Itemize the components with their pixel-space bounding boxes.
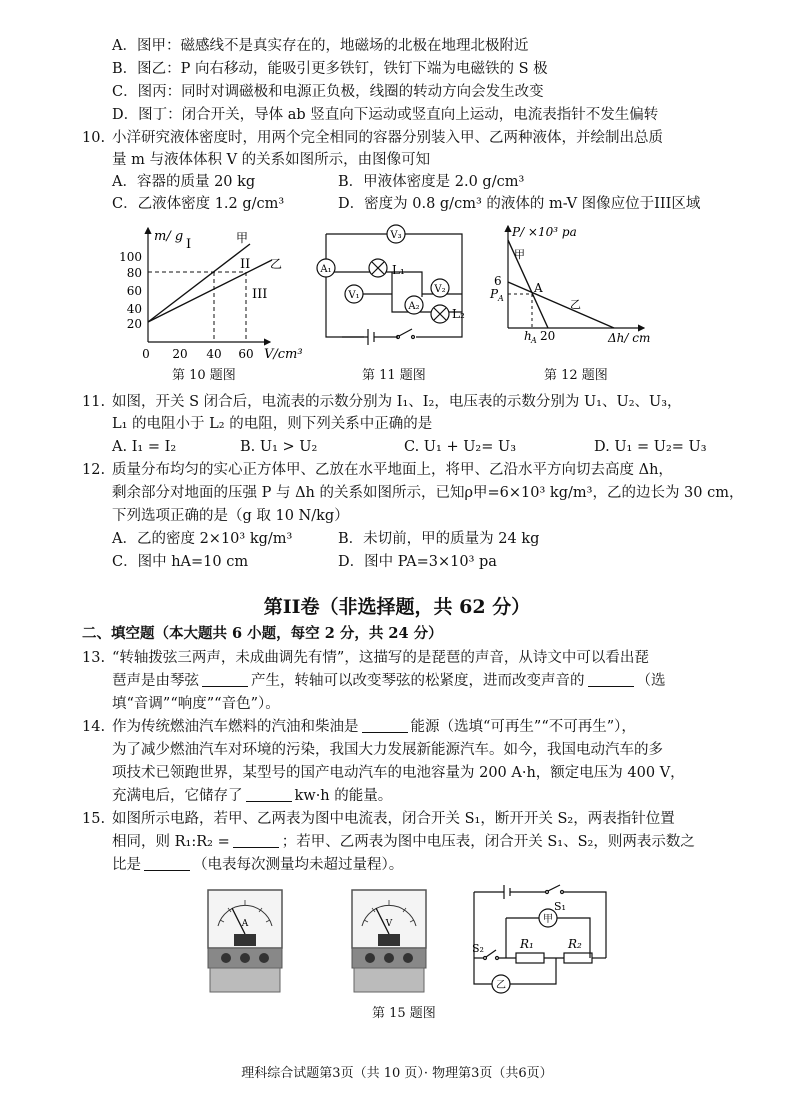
figure-10-caption: 第 10 题图 xyxy=(172,368,236,383)
svg-text:S₂: S₂ xyxy=(472,942,484,955)
figure-11-circuit xyxy=(312,222,477,352)
q12-option-d: D．图中 PA=3×10³ pa xyxy=(338,554,497,570)
svg-text:6: 6 xyxy=(494,274,502,288)
svg-text:40: 40 xyxy=(206,347,222,361)
svg-text:100: 100 xyxy=(119,250,142,264)
q14-line2: 为了减少燃油汽车对环境的污染，我国大力发展新能源汽车。如今，我国电动汽车的多 xyxy=(112,742,663,758)
svg-text:P/ ×10³ pa: P/ ×10³ pa xyxy=(512,225,577,239)
svg-text:乙: 乙 xyxy=(570,298,581,311)
q15-blank-2[interactable] xyxy=(144,856,190,871)
svg-text:A₁: A₁ xyxy=(320,264,332,275)
q11-stem-line1: 如图，开关 S 闭合后，电流表的示数分别为 I₁、I₂，电压表的示数分别为 U₁、U₂、U₃， xyxy=(112,394,682,410)
q10-option-a: A．容器的质量 20 kg xyxy=(112,174,256,190)
f10-ylabel: m/ g xyxy=(154,229,184,244)
q12-number: 12. xyxy=(82,462,106,478)
svg-text:60: 60 xyxy=(126,284,142,298)
q12-stem-line3: 下列选项正确的是（g 取 10 N/kg） xyxy=(112,508,349,524)
svg-text:甲: 甲 xyxy=(236,231,249,245)
svg-text:甲: 甲 xyxy=(543,914,553,925)
q15-line1: 如图所示电路，若甲、乙两表为图中电流表，闭合开关 S₁，断开开关 S₂，两表指针位置 xyxy=(112,811,675,827)
q13-blank-1[interactable] xyxy=(202,672,248,687)
q11-option-b: B. U₁ > U₂ xyxy=(240,439,318,455)
q14-line4: 充满电后，它储存了 kw·h 的能量。 xyxy=(112,788,393,804)
q10-option-b: B．甲液体密度是 2.0 g/cm³ xyxy=(338,174,525,190)
line-yi xyxy=(508,282,614,328)
figure-15-circuit xyxy=(466,882,616,997)
q11-stem-line2: L₁ 的电阻小于 L₂ 的电阻，则下列关系中正确的是 xyxy=(112,416,433,432)
f10-xlabel: V/cm³ xyxy=(264,347,303,362)
q10-option-d: D．密度为 0.8 g/cm³ 的液体的 m-V 图像应位于III区域 xyxy=(338,196,701,212)
q9-option-a: A．图甲：磁感线不是真实存在的，地磁场的北极在地理北极附近 xyxy=(112,38,529,54)
q10-option-c: C．乙液体密度 1.2 g/cm³ xyxy=(112,196,285,212)
q13-line2: 琶声是由琴弦 产生，转轴可以改变琴弦的松紧度，进而改变声音的 （选 xyxy=(112,673,666,689)
q9-option-d: D．图丁：闭合开关，导体 ab 竖直向下运动或竖直向上运动，电流表指针不发生偏转 xyxy=(112,107,659,123)
svg-text:V: V xyxy=(385,919,393,929)
svg-text:A: A xyxy=(534,281,543,295)
q12-option-c: C．图中 hA=10 cm xyxy=(112,554,249,570)
figure-12-caption: 第 12 题图 xyxy=(544,368,608,383)
svg-text:20: 20 xyxy=(126,317,142,331)
q12-option-b: B．未切前，甲的质量为 24 kg xyxy=(338,531,540,547)
part2-title: 第II卷（非选择题，共 62 分） xyxy=(263,596,531,618)
svg-text:III: III xyxy=(252,287,268,302)
figure-10-graph xyxy=(110,220,320,365)
ammeter-illustration xyxy=(204,886,286,998)
q11-option-a: A. I₁ = I₂ xyxy=(112,439,177,455)
svg-text:V₂: V₂ xyxy=(434,284,446,295)
svg-text:h: h xyxy=(524,329,532,343)
section-fill-blank-heading: 二、填空题（本大题共 6 小题，每空 2 分，共 24 分） xyxy=(82,625,443,642)
svg-text:Δh/ cm: Δh/ cm xyxy=(608,331,651,345)
q11-number: 11. xyxy=(82,394,106,410)
q13-line3: 填“音调”“响度”“音色”）。 xyxy=(112,696,280,712)
q11-option-d: D. U₁ = U₂= U₃ xyxy=(594,439,707,455)
line-jia xyxy=(148,244,250,322)
page-footer: 理科综合试题第3页（共 10 页）· 物理第3页（共6页） xyxy=(241,1066,553,1081)
svg-text:L₁: L₁ xyxy=(392,263,405,277)
svg-text:R₂: R₂ xyxy=(568,937,582,951)
figure-12-graph xyxy=(484,222,684,352)
svg-text:A: A xyxy=(241,919,249,929)
svg-text:A: A xyxy=(531,336,537,345)
q13-blank-2[interactable] xyxy=(588,672,634,687)
svg-text:A₂: A₂ xyxy=(408,301,420,312)
q12-option-a: A．乙的密度 2×10³ kg/m³ xyxy=(112,531,293,547)
svg-text:V₁: V₁ xyxy=(348,290,360,301)
q12-stem-line1: 质量分布均匀的实心正方体甲、乙放在水平地面上，将甲、乙沿水平方向切去高度 Δh， xyxy=(112,462,673,478)
svg-text:V₃: V₃ xyxy=(390,230,402,241)
q9-option-b: B．图乙：P 向右移动，能吸引更多铁钉，铁钉下端为电磁铁的 S 极 xyxy=(112,61,548,77)
q10-stem-line1: 小洋研究液体密度时，用两个完全相同的容器分别装入甲、乙两种液体，并绘制出总质 xyxy=(112,130,663,146)
svg-text:S₁: S₁ xyxy=(554,900,566,913)
figure-11-caption: 第 11 题图 xyxy=(362,368,426,383)
svg-text:乙: 乙 xyxy=(496,980,506,991)
svg-text:20: 20 xyxy=(172,347,188,361)
q14-number: 14. xyxy=(82,719,106,735)
q14-blank-1[interactable] xyxy=(362,718,408,733)
svg-text:0: 0 xyxy=(142,347,150,361)
q13-number: 13. xyxy=(82,650,106,666)
q15-number: 15. xyxy=(82,811,106,827)
svg-text:80: 80 xyxy=(126,266,142,280)
svg-text:甲: 甲 xyxy=(514,248,525,261)
q15-blank-1[interactable] xyxy=(233,833,279,848)
svg-text:L₂: L₂ xyxy=(452,307,465,321)
svg-text:A: A xyxy=(498,294,504,303)
q10-stem-line2: 量 m 与液体体积 V 的关系如图所示，由图像可知 xyxy=(112,152,431,168)
q15-line2: 相同，则 R₁:R₂ = ；若甲、乙两表为图中电压表，闭合开关 S₁、S₂，则两表示数之 xyxy=(112,834,695,850)
svg-text:40: 40 xyxy=(126,302,142,316)
svg-text:R₁: R₁ xyxy=(520,937,534,951)
svg-text:II: II xyxy=(240,257,251,272)
voltmeter-illustration xyxy=(348,886,430,998)
q15-line3: 比是 （电表每次测量均未超过量程）。 xyxy=(112,857,404,873)
q10-number: 10. xyxy=(82,130,106,146)
figure-15-caption: 第 15 题图 xyxy=(372,1006,436,1021)
q11-option-c: C. U₁ + U₂= U₃ xyxy=(404,439,517,455)
q13-line1: “转轴拨弦三两声，未成曲调先有情”，这描写的是琵琶的声音，从诗文中可以看出琵 xyxy=(112,650,649,666)
q14-line3: 项技术已领跑世界，某型号的国产电动汽车的电池容量为 200 A·h，额定电压为 400 V， xyxy=(112,765,685,781)
q14-line1: 作为传统燃油汽车燃料的汽油和柴油是 能源（选填“可再生”“不可再生”）， xyxy=(112,719,636,735)
svg-text:I: I xyxy=(186,237,192,252)
q14-blank-2[interactable] xyxy=(246,787,292,802)
q9-option-c: C．图丙：同时对调磁极和电源正负极，线圈的转动方向会发生改变 xyxy=(112,84,544,100)
svg-text:P: P xyxy=(490,287,499,301)
svg-text:乙: 乙 xyxy=(270,257,283,271)
svg-text:20: 20 xyxy=(540,329,556,343)
svg-text:60: 60 xyxy=(238,347,254,361)
q12-stem-line2: 剩余部分对地面的压强 P 与 Δh 的关系如图所示，已知ρ甲=6×10³ kg/m³，乙的边长为 30 cm， xyxy=(112,485,744,501)
